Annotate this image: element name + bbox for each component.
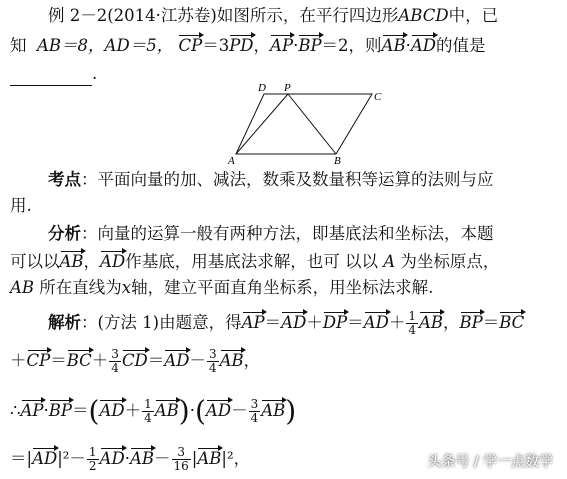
fenxi-text: 为坐标原点， <box>400 252 500 271</box>
problem-line-1 <box>48 4 559 28</box>
parallelogram-figure <box>224 82 384 166</box>
watermark: 头条号 / 学一点数学 <box>427 454 553 470</box>
ad-equation: AD＝5， <box>104 36 174 55</box>
parallelogram-abcd <box>236 94 372 154</box>
label-d: D <box>258 82 266 94</box>
problem-text: 的值是 <box>436 36 486 55</box>
kaodian-text: 用. <box>10 196 32 215</box>
fenxi-text: ：向量的运算一般有两种方法，即基底法和坐标法，本题 <box>81 224 494 243</box>
label-c: C <box>374 91 382 103</box>
jiexi-text: ：(方法 1)由题意，得 <box>81 313 242 332</box>
problem-text: 如图所示，在平行四边形 <box>216 6 399 25</box>
kaodian-label: 考点 <box>48 170 81 189</box>
jiexi-line-4: ＝|AD|²－ $\frac{1}{2}$ AD·AB－ $\frac{3}{16}$ |AB|²， <box>10 445 251 473</box>
jiexi-line-1: 解析：(方法 1)由题意，得AP＝AD＋DP＝AD＋ $\frac{1}{4}$ AB，BP＝BC <box>48 309 525 337</box>
ab-equation: AB＝8， <box>37 36 105 55</box>
jiexi-line-3: ∴AP·BP＝(AD＋ $\frac{1}{4}$ AB)·(AD－ $\frac{3}{4}$ AB) <box>10 394 297 428</box>
segment-bp <box>288 94 336 154</box>
fenxi-line-1 <box>48 222 559 246</box>
jiexi-line-2: ＋CP＝BC＋ $\frac{3}{4}$ CD＝AD－ $\frac{3}{4}$ AB， <box>10 347 261 375</box>
jiexi-label: 解析 <box>48 313 81 332</box>
problem-line-2 <box>10 34 559 58</box>
cp-equation: CP＝3PD，AP·BP＝2，则AB·AD <box>178 36 436 55</box>
problem-text: 知 <box>10 36 27 55</box>
kaodian-line-1 <box>48 168 559 192</box>
label-b: B <box>334 155 341 166</box>
shape-name: ABCD <box>398 6 449 25</box>
fenxi-line-2: 可以以AB，AD作基底，用基底法求解，也可 以以 A 为坐标原点， <box>10 250 559 274</box>
kaodian-text: ：平面向量的加、减法，数乘及数量积等运算的法则与应 <box>81 170 494 189</box>
problem-number: 例 2－2(2014·江苏卷) <box>48 6 217 25</box>
segment-ap <box>236 94 288 154</box>
fenxi-line-3: AB 所在直线为x轴，建立平面直角坐标系，用坐标法求解. <box>10 278 434 297</box>
fenxi-text: 作基底，用基底法求解，也可 以以 <box>125 252 378 271</box>
fenxi-text: 所在直线为 <box>39 278 122 297</box>
kaodian-line-2 <box>10 194 559 218</box>
fenxi-text: 可以以 <box>10 252 60 271</box>
answer-blank <box>10 69 92 86</box>
label-a: A <box>228 155 235 166</box>
label-p: P <box>284 82 291 94</box>
problem-text: 中，已 <box>448 6 499 25</box>
period: . <box>92 64 98 83</box>
fenxi-text: 轴，建立平面直角坐标系，用坐标法求解. <box>131 278 434 297</box>
fenxi-label: 分析 <box>48 224 81 243</box>
